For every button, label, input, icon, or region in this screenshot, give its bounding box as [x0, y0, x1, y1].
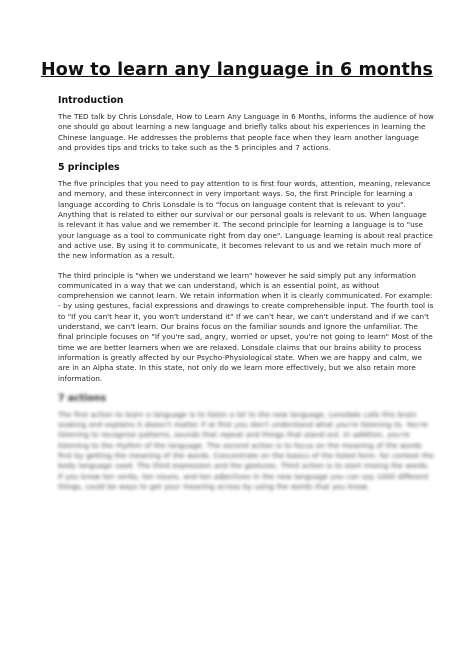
section-7-actions [58, 393, 434, 492]
section-5-principles [58, 162, 434, 384]
introduction-heading: Introduction [58, 95, 124, 106]
actions-heading: 7 actions [58, 392, 107, 404]
document-body [58, 95, 434, 501]
principles-heading: 5 principles [58, 162, 120, 174]
page-title: How to learn any language in 6 months [40, 60, 434, 80]
section-introduction [58, 95, 434, 153]
principles-paragraph-2: The third principle is "when we understand we learn" however he said simply put any information communicated in a way that we can understand, which is an essential point, as without comprehension we cannot learn. We retain information when it is clearly communicated. For example: - by using gestures, facial expressions and drawings to create comprehensible input. The fourth tool is to "If you can't hear it, you won't understand it" If we can't hear, we can't understand and if we can't understand, we can't learn. Our brains focus on the familiar sounds and ignore the unfamiliar. The final principle focuses on "If you're sad, angry, worried or upset, you're not going to learn" Most of the time we are better learners when we are relaxed. Lonsdale claims that our brains ability to process information is greatly affected by our Psycho-Physiological state. When we are happy and calm, we are in an Alpha state. In this state, not only do we learn more effectively, but we also retain more information. [58, 270, 434, 383]
actions-paragraph-1: The first action to learn a language is to listen a lot to the new language, Lonsdale calls this brain soaking and explains it doesn't matter if at first you don't understand what you're listening to. You're listening to recognise patterns, sounds that repeat and things that stand out. In addition, you're listening to the rhythm of the language. The second action is to focus on the meaning of the words first by getting the meaning of the words. Concentrate on the basics of the listed form, for context the body language used. The third expression and the gestures. Third action is to start mixing the words. If you know ten verbs, ten nouns, and ten adjectives in the new language you can say 1000 different things, could be ways to get your meaning across by using the words that you know. [58, 409, 434, 491]
introduction-paragraph: The TED talk by Chris Lonsdale, How to Learn Any Language in 6 Months, informs the audience of how one should go about learning a new language and briefly talks about his experiences in learning the Chinese language. He addresses the problems that people face when they learn another language and provides tips and tricks to take such as the 5 principles and 7 actions. [58, 112, 434, 152]
principles-paragraph-1: The five principles that you need to pay attention to is first four words, attention, meaning, relevance and memory, and these interconnect in very important ways. So, the first Principle for learning a language according to Chris Lonsdale is to "focus on language content that is relevant to you". Anything that is related to either our survival or our personal goals is relevant to us. When language is relevant it has value and we remember it. The second principle for learning a language is to "use your language as a tool to communicate right from day one". Language learning is about real practice and active use. By using it to communicate, it becomes relevant to us and we retain much more of the new information as a result. [58, 179, 433, 261]
